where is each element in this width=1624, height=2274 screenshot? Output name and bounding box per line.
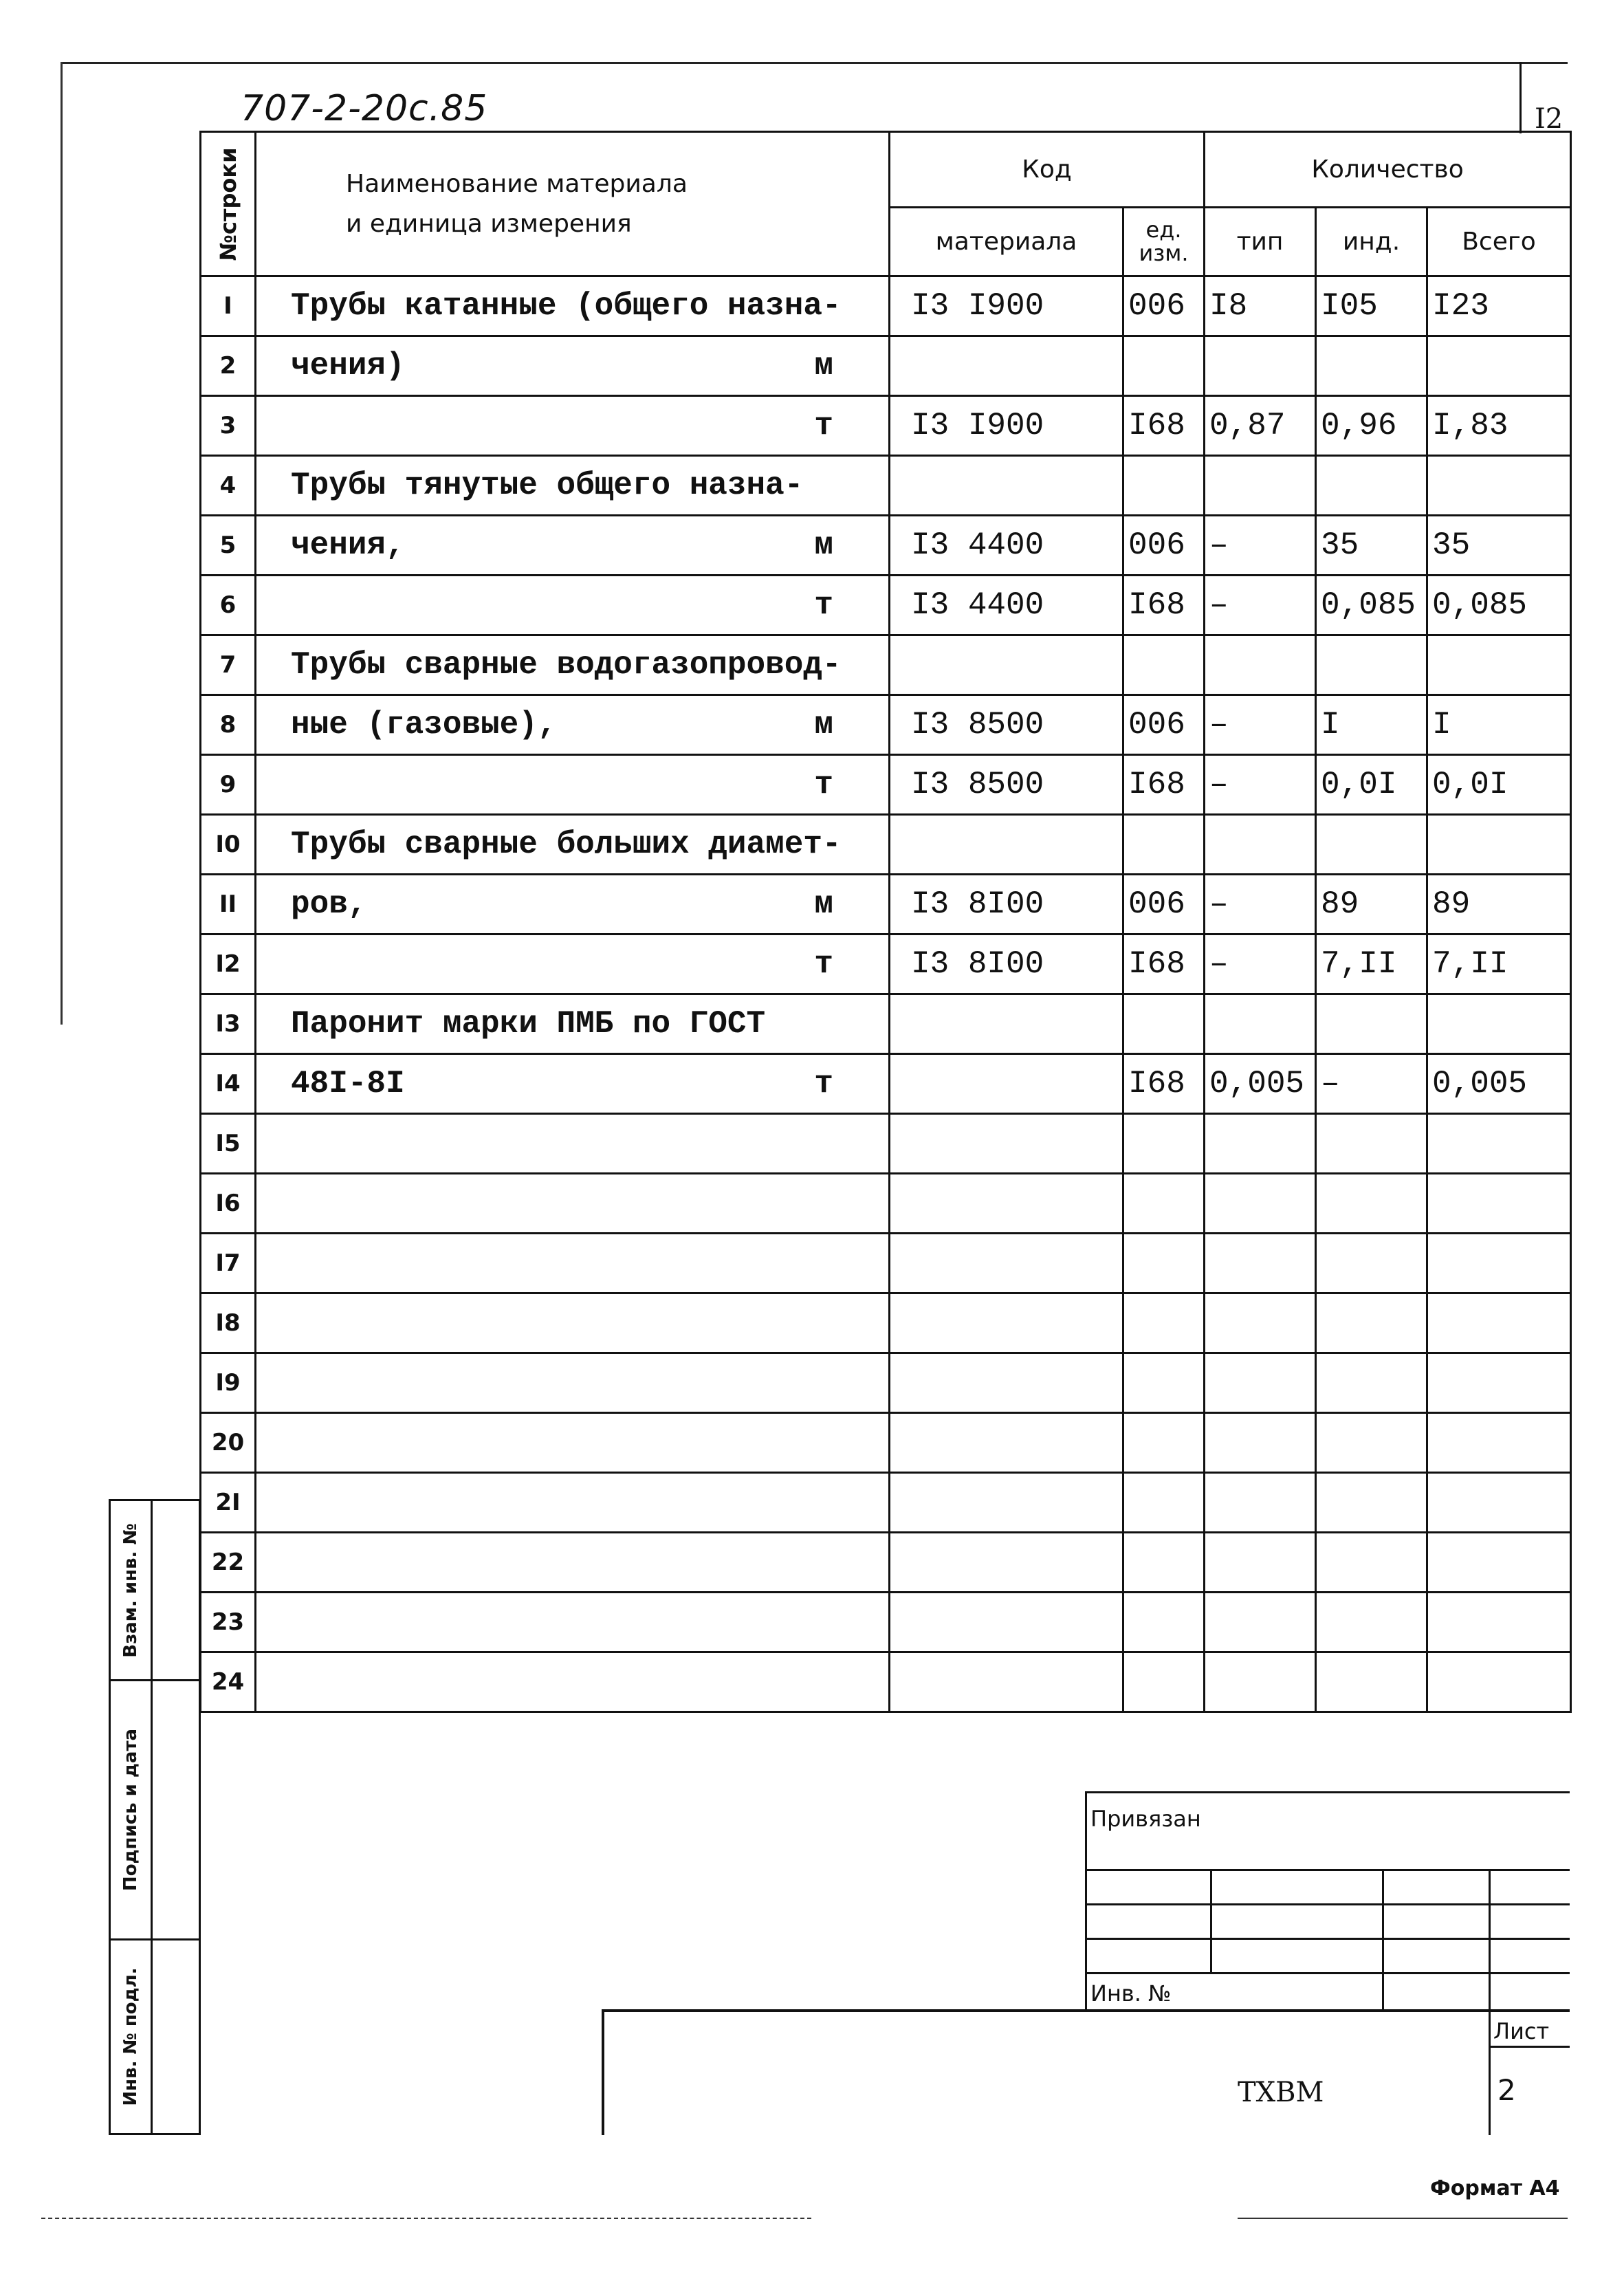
unit-code (1123, 1533, 1205, 1593)
qty-type (1205, 456, 1316, 516)
material-name (256, 635, 890, 695)
bottom-rule-right (1238, 2218, 1568, 2219)
measure-unit: м (814, 527, 833, 563)
table-row (201, 516, 1571, 576)
row-number: 2I (201, 1473, 256, 1533)
table-row (201, 456, 1571, 516)
material-code: I3 I900 (890, 396, 1123, 456)
table-row (201, 815, 1571, 875)
unit-code (1123, 994, 1205, 1054)
qty-total (1427, 1293, 1571, 1353)
table-row (201, 695, 1571, 755)
row-number: 5 (201, 516, 256, 576)
inv-no-label: Инв. № (1090, 1980, 1172, 2007)
name-header: Наименование материала и единица измерения (256, 132, 890, 276)
unit-code (1123, 635, 1205, 695)
row-number: 3 (201, 396, 256, 456)
row-number: I4 (201, 1054, 256, 1114)
qty-total: I,83 (1427, 396, 1571, 456)
unit-code (1123, 336, 1205, 396)
material-name (256, 516, 890, 576)
table-row (201, 755, 1571, 815)
tb-top-line (1085, 1791, 1570, 1793)
material-name-text: ров, (291, 886, 367, 922)
unit-code: 006 (1123, 516, 1205, 576)
qty-total (1427, 1353, 1571, 1413)
table-row (201, 1473, 1571, 1533)
material-name (256, 276, 890, 336)
material-code-header: материала (890, 208, 1123, 276)
bottom-rule-left (41, 2218, 811, 2219)
qty-ind (1316, 1413, 1427, 1473)
total-header: Всего (1427, 208, 1571, 276)
table-row (201, 1114, 1571, 1174)
material-name (256, 1652, 890, 1712)
tb-left-line (1085, 1791, 1087, 2011)
qty-ind (1316, 456, 1427, 516)
measure-unit: т (814, 408, 833, 444)
qty-type (1205, 1473, 1316, 1533)
material-code: I3 8I00 (890, 934, 1123, 994)
unit-code: I68 (1123, 755, 1205, 815)
qty-type (1205, 635, 1316, 695)
qty-total: 35 (1427, 516, 1571, 576)
qty-ind: 0,96 (1316, 396, 1427, 456)
material-code: I3 8I00 (890, 875, 1123, 934)
qty-ind (1316, 1353, 1427, 1413)
material-name (256, 994, 890, 1054)
qty-total: 0,005 (1427, 1054, 1571, 1114)
qty-total (1427, 1652, 1571, 1712)
qty-ind: I (1316, 695, 1427, 755)
qty-ind: I05 (1316, 276, 1427, 336)
qty-ind (1316, 635, 1427, 695)
material-name (256, 1413, 890, 1473)
qty-total (1427, 635, 1571, 695)
material-code (890, 1054, 1123, 1114)
unit-code: I68 (1123, 934, 1205, 994)
unit-code: 006 (1123, 875, 1205, 934)
qty-total (1427, 1473, 1571, 1533)
row-number: 9 (201, 755, 256, 815)
qty-total (1427, 1174, 1571, 1234)
table-row (201, 1413, 1571, 1473)
material-name (256, 1593, 890, 1652)
table-row (201, 635, 1571, 695)
qty-total (1427, 336, 1571, 396)
row-number: 6 (201, 576, 256, 635)
table-row (201, 1234, 1571, 1293)
qty-total (1427, 1533, 1571, 1593)
material-name (256, 1533, 890, 1593)
qty-total: 0,0I (1427, 755, 1571, 815)
material-code: I3 I900 (890, 276, 1123, 336)
measure-unit: т (814, 1066, 833, 1102)
doc-mark: ТХВМ (1238, 2077, 1324, 2108)
row-number: 7 (201, 635, 256, 695)
material-name (256, 934, 890, 994)
qty-ind: 89 (1316, 875, 1427, 934)
qty-ind (1316, 1652, 1427, 1712)
qty-type (1205, 1234, 1316, 1293)
table-row (201, 1293, 1571, 1353)
qty-total: I (1427, 695, 1571, 755)
row-number: I3 (201, 994, 256, 1054)
material-code: I3 8500 (890, 755, 1123, 815)
tb-row-line-3 (1085, 1938, 1570, 1940)
side-stamp (109, 1499, 201, 2135)
qty-ind (1316, 1174, 1427, 1234)
row-number: I6 (201, 1174, 256, 1234)
qty-ind: 35 (1316, 516, 1427, 576)
material-name-text: Паронит марки ПМБ по ГОСТ (291, 1006, 766, 1042)
table-row (201, 934, 1571, 994)
unit-code (1123, 1353, 1205, 1413)
zam-inv-cell (109, 1499, 201, 1681)
row-number: I (201, 276, 256, 336)
unit-code: 006 (1123, 276, 1205, 336)
material-code (890, 635, 1123, 695)
qty-total (1427, 1413, 1571, 1473)
material-code (890, 1652, 1123, 1712)
sign-date-cell (109, 1679, 201, 1940)
table-row (201, 994, 1571, 1054)
material-name (256, 396, 890, 456)
material-name-text: чения, (291, 527, 405, 563)
material-name (256, 1473, 890, 1533)
table-row (201, 336, 1571, 396)
row-number: I5 (201, 1114, 256, 1174)
qty-type: – (1205, 695, 1316, 755)
material-name (256, 336, 890, 396)
material-name (256, 695, 890, 755)
qty-type: 0,87 (1205, 396, 1316, 456)
qty-type: – (1205, 934, 1316, 994)
sign-date-label: Подпись и дата (120, 1728, 141, 1892)
unit-code (1123, 1473, 1205, 1533)
ind-header: инд. (1316, 208, 1427, 276)
qty-total (1427, 1114, 1571, 1174)
table-row (201, 1593, 1571, 1652)
material-code (890, 1234, 1123, 1293)
qty-total: 7,II (1427, 934, 1571, 994)
material-name (256, 1234, 890, 1293)
unit-code (1123, 456, 1205, 516)
unit-code (1123, 1174, 1205, 1234)
row-number: I7 (201, 1234, 256, 1293)
table-row (201, 1353, 1571, 1413)
qty-type: I8 (1205, 276, 1316, 336)
unit-code (1123, 1413, 1205, 1473)
qty-type (1205, 994, 1316, 1054)
table-row (201, 1652, 1571, 1712)
material-name-text: 48I-8I (291, 1066, 405, 1102)
qty-type (1205, 1593, 1316, 1652)
material-code (890, 994, 1123, 1054)
measure-unit: т (814, 767, 833, 802)
qty-type: – (1205, 516, 1316, 576)
measure-unit: м (814, 707, 833, 743)
unit-code (1123, 1652, 1205, 1712)
row-number: I2 (201, 934, 256, 994)
tb-main-top-line (602, 2009, 1570, 2012)
rows-header: №строки (201, 132, 256, 276)
qty-type: – (1205, 576, 1316, 635)
material-name (256, 875, 890, 934)
measure-unit: т (814, 946, 833, 982)
unit-code (1123, 1293, 1205, 1353)
qty-ind (1316, 1234, 1427, 1293)
qty-type (1205, 336, 1316, 396)
qty-total (1427, 1234, 1571, 1293)
unit-code: I68 (1123, 576, 1205, 635)
qty-ind: 7,II (1316, 934, 1427, 994)
qty-type: 0,005 (1205, 1054, 1316, 1114)
material-name (256, 1174, 890, 1234)
qty-total (1427, 456, 1571, 516)
table-row (201, 1054, 1571, 1114)
material-name (256, 1293, 890, 1353)
qty-type (1205, 1413, 1316, 1473)
qty-total (1427, 815, 1571, 875)
measure-unit: м (814, 348, 833, 384)
material-code: I3 4400 (890, 516, 1123, 576)
row-number: II (201, 875, 256, 934)
qty-ind: 0,0I (1316, 755, 1427, 815)
type-header: тип (1205, 208, 1316, 276)
row-number: I9 (201, 1353, 256, 1413)
measure-unit: т (814, 587, 833, 623)
sheet-corner-number: I2 (1535, 103, 1563, 135)
inv-podl-label: Инв. № подл. (120, 1967, 141, 2106)
qty-ind (1316, 1533, 1427, 1593)
sheet-number: 2 (1497, 2073, 1516, 2107)
qty-type: – (1205, 875, 1316, 934)
qty-type (1205, 1114, 1316, 1174)
qty-total (1427, 994, 1571, 1054)
qty-type (1205, 1174, 1316, 1234)
material-code (890, 336, 1123, 396)
qty-ind (1316, 1593, 1427, 1652)
qty-ind (1316, 1473, 1427, 1533)
qty-total: 0,085 (1427, 576, 1571, 635)
row-number: 23 (201, 1593, 256, 1652)
tb-row-line-1 (1085, 1869, 1570, 1871)
table-row (201, 875, 1571, 934)
material-name (256, 456, 890, 516)
sheet-label: Лист (1493, 2018, 1550, 2044)
qty-ind (1316, 1293, 1427, 1353)
row-number: 24 (201, 1652, 256, 1712)
tb-row-line-4 (1085, 1972, 1570, 1974)
tb-main-left-line (602, 2009, 604, 2135)
qty-type (1205, 1652, 1316, 1712)
inv-podl-cell (109, 1938, 201, 2135)
unit-code (1123, 1593, 1205, 1652)
material-name-text: Трубы сварные водогазопровод- (291, 647, 842, 683)
quantity-header: Количество (1205, 132, 1571, 208)
qty-ind: – (1316, 1054, 1427, 1114)
qty-ind (1316, 994, 1427, 1054)
zam-inv-label: Взам. инв. № (120, 1522, 141, 1658)
measure-unit: м (814, 886, 833, 922)
row-number: 8 (201, 695, 256, 755)
row-number: I0 (201, 815, 256, 875)
material-code (890, 1174, 1123, 1234)
table-row (201, 1533, 1571, 1593)
qty-type: – (1205, 755, 1316, 815)
table-row (201, 576, 1571, 635)
row-number: 4 (201, 456, 256, 516)
table-row (201, 1174, 1571, 1234)
material-code (890, 1593, 1123, 1652)
material-code (890, 1473, 1123, 1533)
unit-code-header: ед. изм. (1123, 208, 1205, 276)
material-name-text: Трубы катанные (общего назна- (291, 288, 842, 324)
material-name-text: ные (газовые), (291, 707, 557, 743)
material-name-text: Трубы сварные больших диамет- (291, 827, 842, 862)
unit-code: I68 (1123, 396, 1205, 456)
code-header: Код (890, 132, 1205, 208)
unit-code: I68 (1123, 1054, 1205, 1114)
tb-row-line-2 (1085, 1903, 1570, 1905)
material-name (256, 755, 890, 815)
qty-total (1427, 1593, 1571, 1652)
material-code (890, 1413, 1123, 1473)
tb-col-line-2 (1382, 1869, 1384, 2011)
document-code: 707-2-20с.85 (241, 88, 488, 129)
unit-code (1123, 815, 1205, 875)
material-code (890, 1114, 1123, 1174)
table-row (201, 276, 1571, 336)
qty-type (1205, 1533, 1316, 1593)
qty-ind (1316, 1114, 1427, 1174)
qty-type (1205, 1353, 1316, 1413)
left-margin-line (61, 62, 63, 1025)
row-number: 22 (201, 1533, 256, 1593)
unit-code: 006 (1123, 695, 1205, 755)
material-code (890, 1293, 1123, 1353)
qty-total: 89 (1427, 875, 1571, 934)
material-code: I3 8500 (890, 695, 1123, 755)
material-code (890, 815, 1123, 875)
material-code (890, 1533, 1123, 1593)
qty-type (1205, 1293, 1316, 1353)
unit-code (1123, 1114, 1205, 1174)
qty-ind (1316, 815, 1427, 875)
qty-ind (1316, 336, 1427, 396)
table-row (201, 396, 1571, 456)
material-code (890, 1353, 1123, 1413)
material-code (890, 456, 1123, 516)
format-label: Формат А4 (1430, 2176, 1560, 2200)
material-name-text: Трубы тянутые общего назна- (291, 468, 804, 503)
unit-code (1123, 1234, 1205, 1293)
top-border-line (62, 62, 1568, 64)
tb-sheet-line (1489, 2046, 1570, 2048)
privyazan-label: Привязан (1090, 1806, 1201, 1832)
material-name (256, 1114, 890, 1174)
tb-col-line-3 (1489, 1869, 1491, 2135)
qty-ind: 0,085 (1316, 576, 1427, 635)
material-name (256, 815, 890, 875)
qty-type (1205, 815, 1316, 875)
row-number: 20 (201, 1413, 256, 1473)
material-name-text: чения) (291, 348, 405, 384)
tb-col-line-1 (1210, 1869, 1212, 1972)
material-code: I3 4400 (890, 576, 1123, 635)
materials-table (199, 131, 1572, 1713)
material-name (256, 1353, 890, 1413)
qty-total: I23 (1427, 276, 1571, 336)
row-number: I8 (201, 1293, 256, 1353)
material-name (256, 576, 890, 635)
row-number: 2 (201, 336, 256, 396)
material-name (256, 1054, 890, 1114)
